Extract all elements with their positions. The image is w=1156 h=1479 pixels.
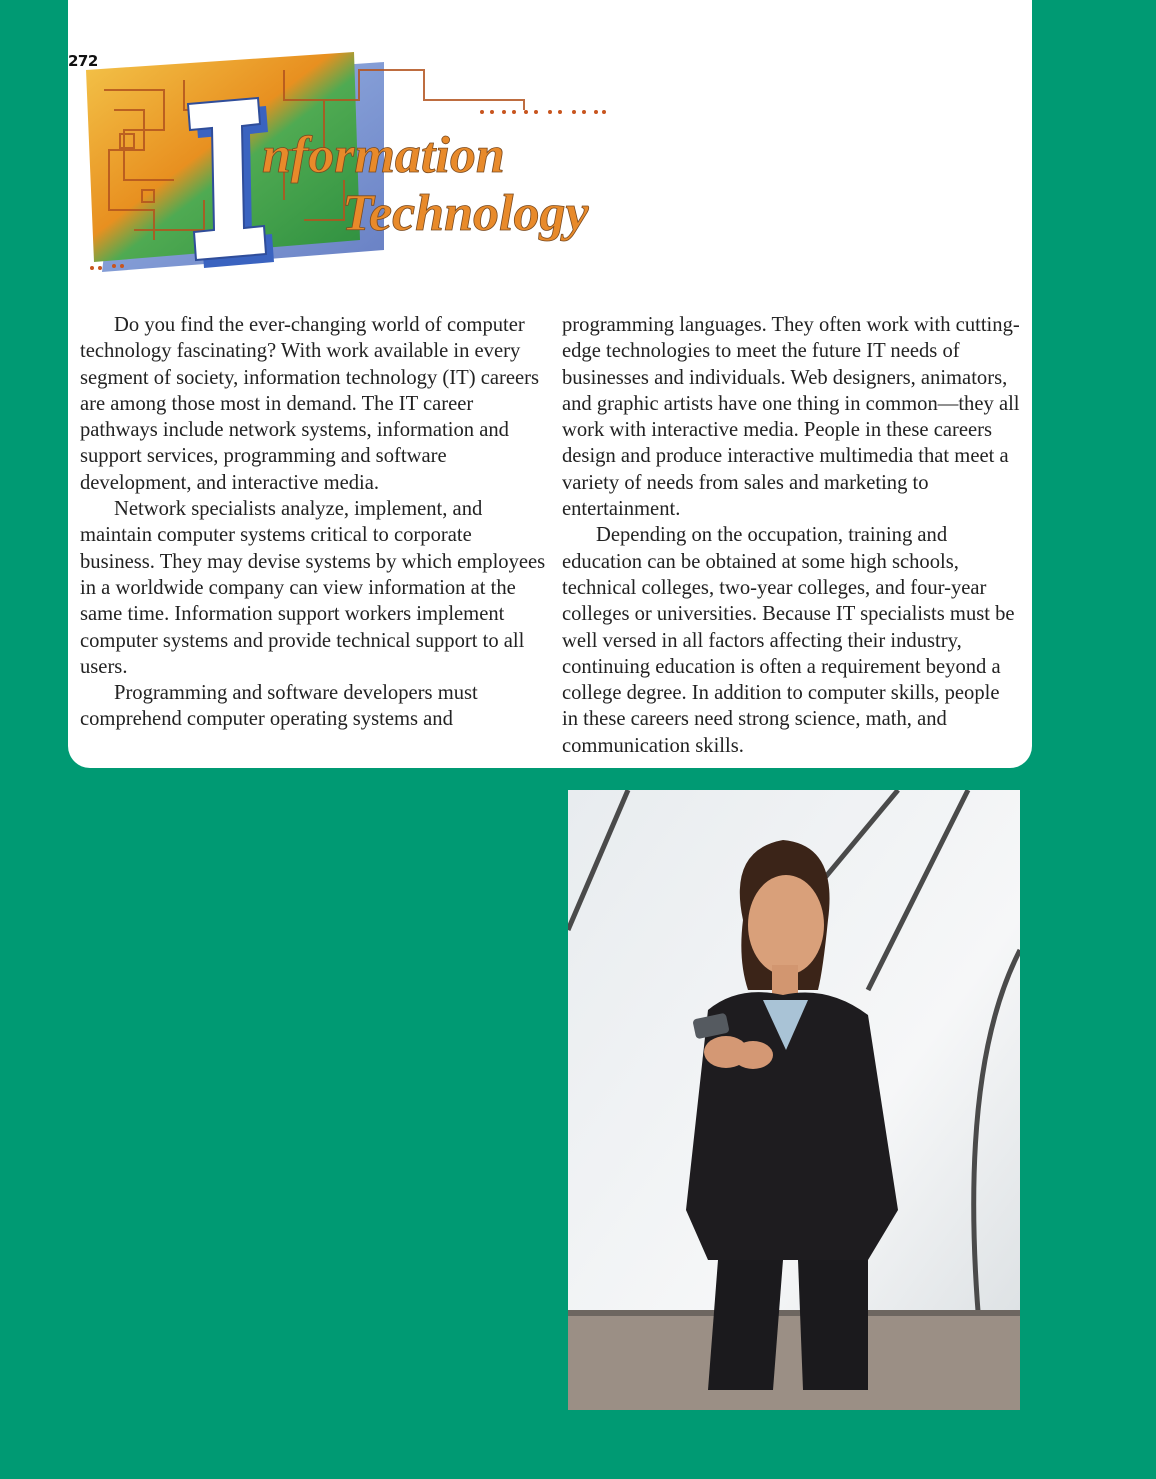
photo-woman-with-smartphone: [568, 790, 1020, 1410]
photo-floor: [568, 1315, 1020, 1410]
article-right-column: [562, 312, 1020, 759]
logo-word-information: nformation: [262, 127, 505, 184]
paragraph-intro: Do you find the ever-changing world of computer technology fascinating? With work available in every segment of society, information technology (IT) careers are among those most in demand. The IT career pathways include network systems, information and support services, programming and software development, and interactive media.: [80, 314, 539, 494]
paragraph-network: Network specialists analyze, implement, and maintain computer systems critical to corporate business. They may devise systems by which employees in a worldwide company can view information at the same time. Information support workers implement computer systems and provide technical support to all users.: [80, 498, 546, 678]
paragraph-education: Depending on the occupation, training and education can be obtained at some high schools, technical colleges, two-year colleges, and four-year colleges or universities. Because IT specialists must be well versed in all factors affecting their industry, continuing education is often a requirement beyond a college degree. In addition to computer skills, people in these careers need strong science, math, and communication skills.: [562, 524, 1015, 757]
page-number: 272: [68, 52, 98, 70]
paragraph-programming: Programming and software developers must comprehend computer operating systems and: [80, 682, 478, 731]
article-left-column: [80, 312, 546, 733]
paragraph-programming-continued: programming languages. They often work with cutting-edge technologies to meet the future IT needs of businesses and individuals. Web designers, animators, and graphic artists have one thing in common—they all work with interactive media. People in these careers design and produce interactive multimedia that meet a variety of needs from sales and marketing to entertainment.: [562, 314, 1020, 521]
logo-word-technology: Technology: [342, 185, 589, 242]
information-technology-logo: [84, 40, 618, 285]
